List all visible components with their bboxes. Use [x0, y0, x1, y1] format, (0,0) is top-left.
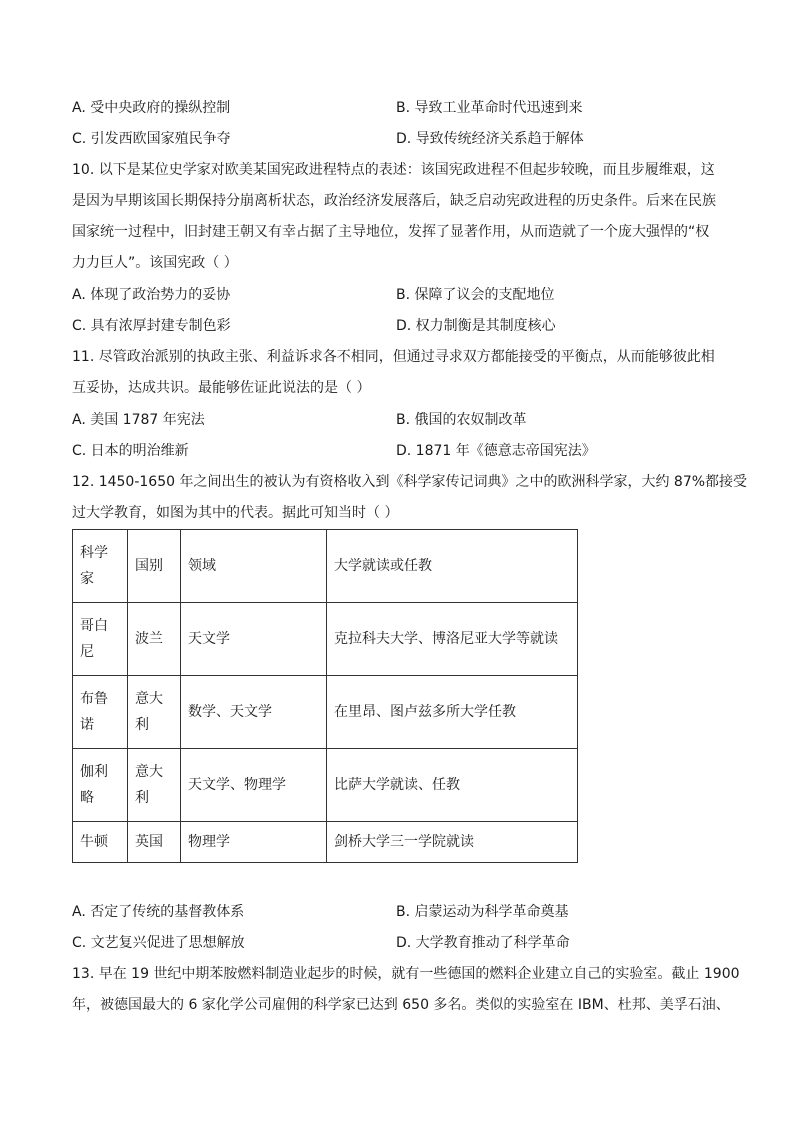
q13-line-1: 13. 早在 19 世纪中期苯胺燃料制造业起步的时候，就有一些德国的燃料企业建立自己的实验室。截止 1900	[72, 966, 740, 982]
q11-option-d: D. 1871 年《德意志帝国宪法》	[396, 443, 596, 459]
cell-field: 数学、天文学	[181, 676, 327, 749]
q12-option-b: B. 启蒙运动为科学革命奠基	[396, 904, 569, 920]
table-row	[73, 822, 578, 863]
q9-option-c: C. 引发西欧国家殖民争夺	[72, 131, 231, 147]
scientists-table	[72, 529, 578, 863]
q13-line-2: 年，被德国最大的 6 家化学公司雇佣的科学家已达到 650 多名。类似的实验室在 IBM、杜邦、美孚石油、	[72, 997, 730, 1013]
q10-option-c: C. 具有浓厚封建专制色彩	[72, 318, 231, 334]
cell-university: 剑桥大学三一学院就读	[327, 822, 578, 863]
q10-option-a: A. 体现了政治势力的妥协	[72, 287, 231, 303]
q11-line-2: 互妥协，达成共识。最能够佐证此说法的是（ ）	[72, 380, 371, 396]
cell-country: 波兰	[128, 603, 181, 676]
q12-option-c: C. 文艺复兴促进了思想解放	[72, 935, 245, 951]
cell-country: 意大利	[128, 749, 181, 822]
cell-country: 英国	[128, 822, 181, 863]
table-row	[73, 676, 578, 749]
q12-line-1: 12. 1450-1650 年之间出生的被认为有资格收入到《科学家传记词典》之中的欧洲科学家，大约 87%都接受	[72, 474, 748, 490]
header-university: 大学就读或任教	[327, 530, 578, 603]
header-scientist: 科学家	[73, 530, 128, 603]
q11-option-a: A. 美国 1787 年宪法	[72, 412, 205, 428]
q12-option-d: D. 大学教育推动了科学革命	[396, 935, 570, 951]
header-country: 国别	[128, 530, 181, 603]
cell-scientist: 伽利略	[73, 749, 128, 822]
q10-option-b: B. 保障了议会的支配地位	[396, 287, 555, 303]
cell-field: 天文学、物理学	[181, 749, 327, 822]
q9-option-a: A. 受中央政府的操纵控制	[72, 100, 231, 116]
header-field: 领域	[181, 530, 327, 603]
q10-line-3: 国家统一过程中，旧封建王朝又有幸占据了主导地位，发挥了显著作用，从而造就了一个庞大强悍的“权	[72, 224, 710, 240]
table-row	[73, 749, 578, 822]
q10-options-row-1	[72, 285, 722, 305]
cell-university: 在里昂、图卢兹多所大学任教	[327, 676, 578, 749]
q10-line-4: 力力巨人”。该国宪政（ ）	[72, 255, 238, 271]
q12-options-row-1	[72, 902, 722, 922]
q12-option-a: A. 否定了传统的基督教体系	[72, 904, 245, 920]
q12-options-row-2	[72, 933, 722, 953]
q10-line-1: 10. 以下是某位史学家对欧美某国宪政进程特点的表述：该国宪政进程不但起步较晚，而且步履维艰，这	[72, 162, 715, 178]
cell-field: 物理学	[181, 822, 327, 863]
cell-scientist: 牛顿	[73, 822, 128, 863]
cell-scientist: 布鲁诺	[73, 676, 128, 749]
q11-options-row-1	[72, 410, 722, 430]
table-row	[73, 603, 578, 676]
cell-scientist: 哥白尼	[73, 603, 128, 676]
q9-options-row-1	[72, 98, 722, 118]
q11-line-1: 11. 尽管政治派别的执政主张、利益诉求各不相同，但通过寻求双方都能接受的平衡点，从而能够彼此相	[72, 349, 715, 365]
cell-university: 克拉科夫大学、博洛尼亚大学等就读	[327, 603, 578, 676]
q11-option-c: C. 日本的明治维新	[72, 443, 189, 459]
q9-option-b: B. 导致工业革命时代迅速到来	[396, 100, 583, 116]
q10-option-d: D. 权力制衡是其制度核心	[396, 318, 556, 334]
q10-options-row-2	[72, 316, 722, 336]
q11-options-row-2	[72, 441, 722, 461]
cell-field: 天文学	[181, 603, 327, 676]
table-header-row	[73, 530, 578, 603]
q9-option-d: D. 导致传统经济关系趋于解体	[396, 131, 584, 147]
q10-line-2: 是因为早期该国长期保持分崩离析状态，政治经济发展落后，缺乏启动宪政进程的历史条件。后来在民族	[72, 193, 716, 209]
cell-country: 意大利	[128, 676, 181, 749]
cell-university: 比萨大学就读、任教	[327, 749, 578, 822]
q11-option-b: B. 俄国的农奴制改革	[396, 412, 527, 428]
q12-line-2: 过大学教育，如图为其中的代表。据此可知当时（ ）	[72, 505, 399, 521]
q9-options-row-2	[72, 129, 722, 149]
